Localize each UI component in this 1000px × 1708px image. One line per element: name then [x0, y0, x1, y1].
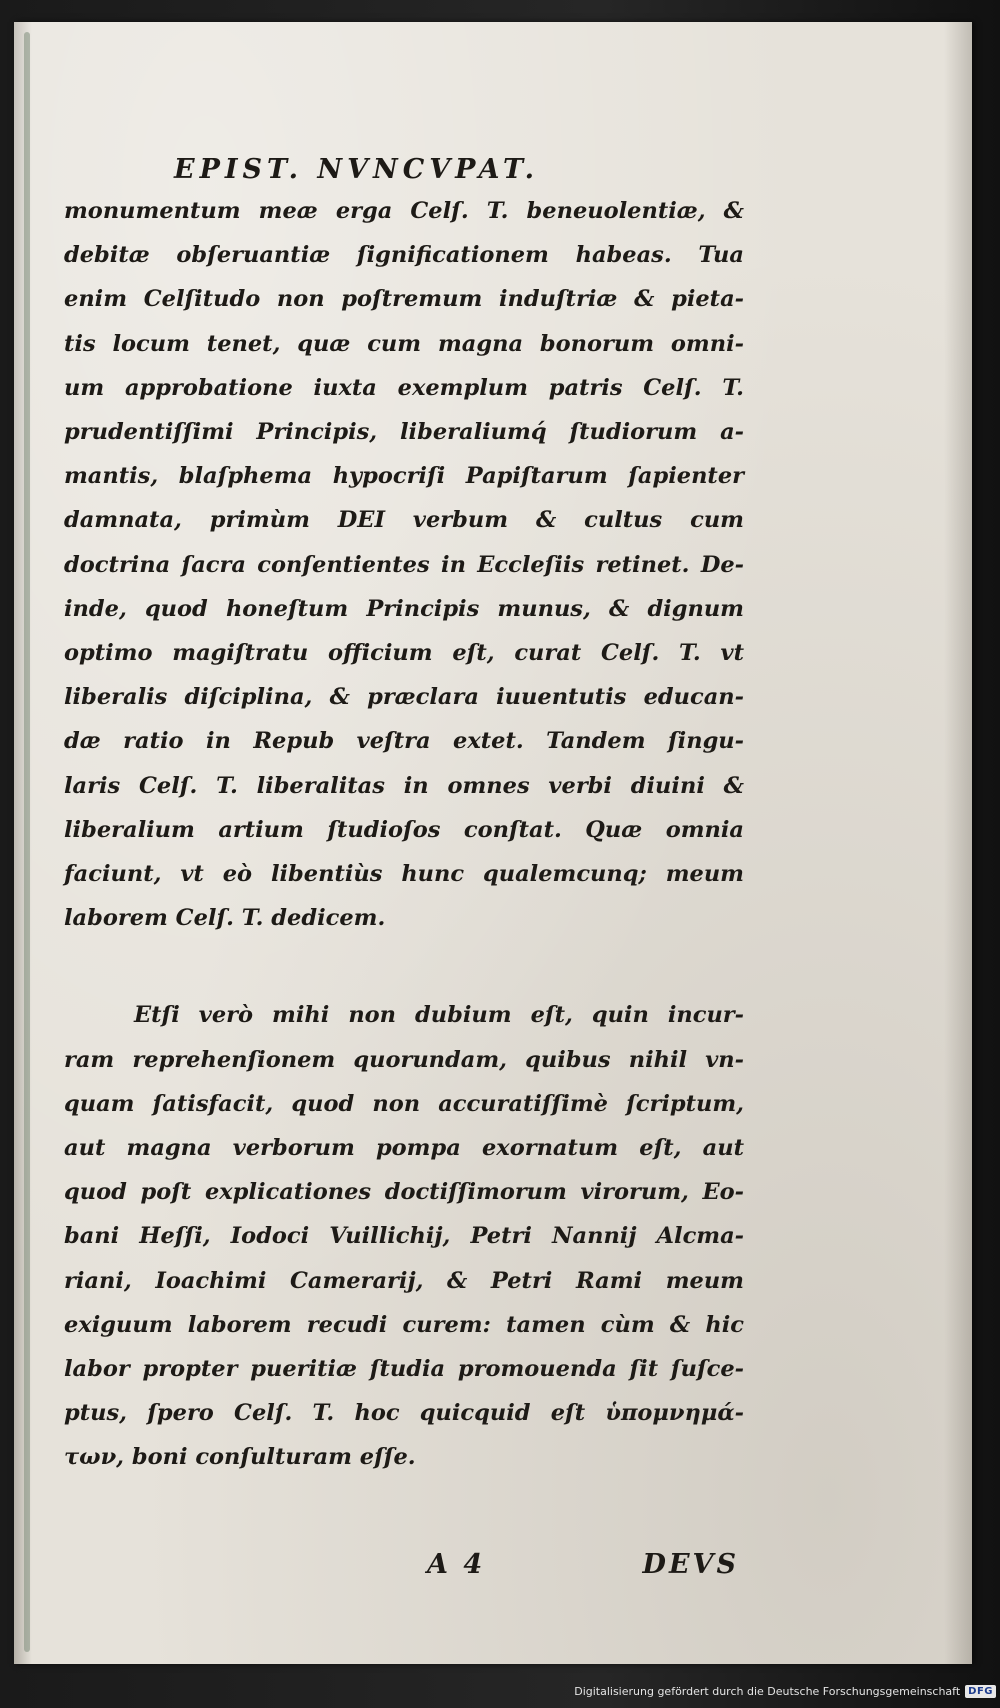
text-line: prudentiſſimi Principis, liberaliumq́ ſtudiorum a-	[64, 419, 744, 446]
text-line: ram reprehenſionem quorundam, quibus nihil vn-	[64, 1046, 744, 1073]
page-foot	[427, 1549, 739, 1580]
text-line: bani Heſſi, Iodoci Vuillichij, Petri Nannij Alcma-	[64, 1223, 744, 1250]
text-line: mantis, blaſphema hypocriſi Papiſtarum ſapienter	[64, 463, 744, 490]
paragraph-1	[64, 189, 744, 940]
running-head: EPIST. NVNCVPAT.	[174, 154, 539, 185]
text-line: enim Celſitudo non poſtremum induſtriæ & pieta-	[64, 286, 744, 313]
text-line: ptus, ſpero Celſ. T. hoc quicquid eſt ὑπομνημά-	[64, 1400, 744, 1427]
text-line: optimo magiſtratu officium eſt, curat Celſ. T. vt	[64, 640, 744, 667]
dfg-credit-text: Digitalisierung gefördert durch die Deutsche Forschungsgemeinschaft	[574, 1684, 961, 1698]
dfg-credit-bar	[0, 1674, 1000, 1708]
text-line: aut magna verborum pompa exornatum eſt, aut	[64, 1135, 744, 1162]
text-line: debitæ obſeruantiæ ſignificationem habeas. Tua	[64, 242, 744, 269]
signature-mark: A 4	[427, 1549, 486, 1580]
text-line: doctrina ſacra conſentientes in Eccleſiis retinet. De-	[64, 551, 744, 578]
text-line: quam ſatisfacit, quod non accuratiſſimè ſcriptum,	[64, 1090, 744, 1117]
dfg-logo-icon: DFG	[965, 1685, 996, 1698]
text-line: laris Celſ. T. liberalitas in omnes verbi diuini &	[64, 772, 744, 799]
text-line: tis locum tenet, quæ cum magna bonorum omni-	[64, 330, 744, 357]
text-line: labor propter pueritiæ ſtudia promouenda ſit ſuſce-	[64, 1356, 744, 1383]
text-line: damnata, primùm DEI verbum & cultus cum	[64, 507, 744, 534]
text-line: faciunt, vt eò libentiùs hunc qualemcunq; meum	[64, 861, 744, 888]
book-page	[14, 22, 972, 1664]
text-line: exiguum laborem recudi curem: tamen cùm & hic	[64, 1311, 744, 1338]
text-line: liberalium artium ſtudioſos conſtat. Quæ omnia	[64, 816, 744, 843]
text-line: quod poſt explicationes doctiſſimorum virorum, Eo-	[64, 1179, 744, 1206]
text-line: liberalis diſciplina, & præclara iuuentutis educan-	[64, 684, 744, 711]
page-text	[64, 154, 744, 1480]
text-line: um approbatione iuxta exemplum patris Celſ. T.	[64, 374, 744, 401]
paragraph-gap	[64, 940, 744, 993]
text-line: inde, quod honeſtum Principis munus, & dignum	[64, 595, 744, 622]
text-line: laborem Celſ. T. dedicem.	[64, 905, 386, 932]
text-line: dæ ratio in Repub veſtra extet. Tandem ſingu-	[64, 728, 744, 755]
text-line: riani, Ioachimi Camerarij, & Petri Rami meum	[64, 1267, 744, 1294]
catchword: DEVS	[642, 1549, 739, 1580]
text-line: των, boni conſulturam eſſe.	[64, 1444, 416, 1471]
text-line: monumentum meæ erga Celſ. T. beneuolentiæ, &	[64, 198, 744, 224]
text-line: Etſi verò mihi non dubium eſt, quin incur-	[134, 1002, 744, 1029]
paragraph-2	[64, 993, 744, 1479]
